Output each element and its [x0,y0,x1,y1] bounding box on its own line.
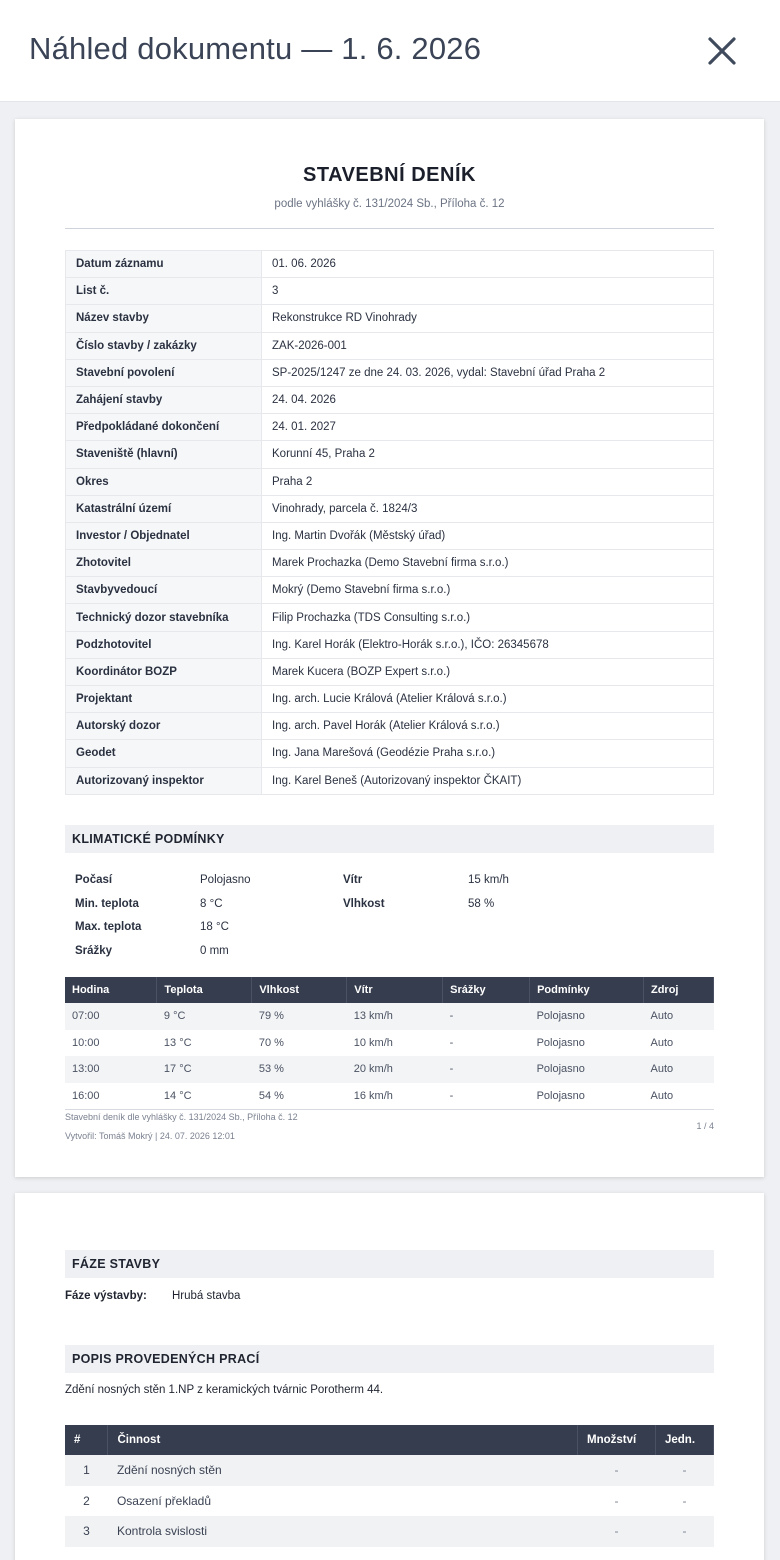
table-cell: Auto [643,1056,713,1083]
table-cell: 3 [65,1516,108,1547]
footer-legal: Stavební deník dle vyhlášky č. 131/2024 Sb., Příloha č. 12 [65,1112,298,1122]
climate-value: Polojasno [200,874,251,886]
climate-summary [65,874,714,969]
table-cell: Auto [643,1083,713,1110]
info-value: Ing. Martin Dvořák (Městský úřad) [262,522,714,549]
info-row [66,468,714,495]
table-cell: - [578,1455,656,1486]
info-row [66,577,714,604]
phase-value: Hrubá stavba [172,1290,241,1302]
info-label: Stavbyvedoucí [66,577,262,604]
info-value: 24. 01. 2027 [262,414,714,441]
info-value: Rekonstrukce RD Vinohrady [262,305,714,332]
column-header: Hodina [65,977,157,1003]
info-value: Korunní 45, Praha 2 [262,441,714,468]
info-label: List č. [66,278,262,305]
table-cell: 70 % [258,1036,284,1049]
table-cell: Polojasno [530,1003,644,1030]
info-row [66,686,714,713]
column-header: Množství [578,1425,656,1455]
info-value: Marek Kucera (BOZP Expert s.r.o.) [262,658,714,685]
info-value: Ing. Karel Beneš (Autorizovaný inspektor ČKAIT) [262,767,714,794]
table-cell: - [443,1003,530,1030]
info-label: Zahájení stavby [66,386,262,413]
document-page-1 [15,119,764,1177]
table-cell: 13 km/h [347,1003,443,1030]
table-cell: - [682,1493,687,1508]
page-number: 1 / 4 [696,1121,714,1131]
table-cell: 17 °C [157,1056,252,1083]
phase-section-heading: FÁZE STAVBY [65,1250,714,1278]
hourly-weather-table [65,977,714,1110]
info-row [66,740,714,767]
table-cell: Kontrola svislosti [108,1516,578,1547]
table-cell: 16:00 [65,1083,157,1110]
info-row [66,251,714,278]
climate-label: Srážky [75,945,113,958]
info-value: Ing. arch. Pavel Horák (Atelier Králová s.r.o.) [262,713,714,740]
info-label: Předpokládané dokončení [66,414,262,441]
table-cell: Auto [650,1036,674,1049]
title-divider [65,228,714,229]
document-subtitle: podle vyhlášky č. 131/2024 Sb., Příloha č. 12 [274,198,505,210]
table-cell: 13:00 [65,1056,157,1083]
climate-label: Počasí [75,874,113,886]
info-value: 24. 04. 2026 [262,386,714,413]
table-cell: Auto [643,1003,713,1030]
info-label: Investor / Objednatel [66,522,262,549]
info-label: Podzhotovitel [66,631,262,658]
info-label: Stavební povolení [66,359,262,386]
climate-value: 18 °C [200,921,229,934]
table-cell: Polojasno [536,1036,585,1049]
info-label: Okres [66,468,262,495]
document-page-2 [15,1193,764,1560]
info-label: Katastrální území [66,495,262,522]
close-icon[interactable] [704,33,740,69]
table-cell: Osazení překladů [116,1493,212,1508]
info-label: Technický dozor stavebníka [66,604,262,631]
climate-summary-row [65,898,714,922]
table-cell: 2 [83,1493,90,1508]
table-cell: - [655,1455,713,1486]
column-header: Teplota [157,977,252,1003]
table-row [65,1486,714,1517]
column-header: Podmínky [530,977,644,1003]
table-cell: 9 °C [157,1003,252,1030]
table-cell: 20 km/h [347,1056,443,1083]
info-row [66,550,714,577]
info-value: Mokrý (Demo Stavební firma s.r.o.) [262,577,714,604]
info-row [66,414,714,441]
info-value: Filip Prochazka (TDS Consulting s.r.o.) [262,604,714,631]
table-row [65,1003,714,1030]
climate-label: Vlhkost [343,897,385,910]
info-value: 3 [262,278,714,305]
info-row [66,522,714,549]
info-table [65,250,714,795]
info-label: Autorizovaný inspektor [66,767,262,794]
info-row [66,332,714,359]
table-cell: 13 °C [163,1036,192,1049]
table-cell: 10:00 [72,1036,100,1049]
preview-title: Náhled dokumentu — 1. 6. 2026 [29,31,482,66]
info-row [66,305,714,332]
table-cell: 79 % [252,1003,347,1030]
info-value: Ing. Jana Marešová (Geodézie Praha s.r.o.) [262,740,714,767]
info-label: Projektant [66,686,262,713]
info-label: Číslo stavby / zakázky [66,332,262,359]
info-row [66,631,714,658]
info-row [66,386,714,413]
info-value: SP-2025/1247 ze dne 24. 03. 2026, vydal: Stavební úřad Praha 2 [262,359,714,386]
column-header: Zdroj [643,977,713,1003]
info-value: Vinohrady, parcela č. 1824/3 [262,495,714,522]
info-row [66,441,714,468]
info-value: Ing. Karel Horák (Elektro-Horák s.r.o.), IČO: 26345678 [262,631,714,658]
footer-author: Vytvořil: Tomáš Mokrý | 24. 07. 2026 12:01 [65,1131,235,1141]
climate-summary-row [65,921,714,945]
table-cell: 54 % [252,1083,347,1110]
phase-label: Fáze výstavby: [65,1290,147,1302]
climate-label: Min. teplota [75,897,139,910]
table-cell: 07:00 [65,1003,157,1030]
phase-row [65,1290,241,1302]
info-label: Zhotovitel [66,550,262,577]
table-cell: 1 [65,1455,108,1486]
table-cell: 10 km/h [353,1036,393,1049]
climate-value: 15 km/h [468,874,509,886]
climate-value: 8 °C [200,897,223,910]
info-label: Koordinátor BOZP [66,658,262,685]
column-header: Činnost [108,1425,578,1455]
table-row [65,1083,714,1110]
climate-section-heading: KLIMATICKÉ PODMÍNKY [65,825,714,853]
table-cell: - [578,1516,656,1547]
works-description: Zdění nosných stěn 1.NP z keramických tvárnic Porotherm 44. [65,1384,384,1396]
table-cell: Polojasno [530,1083,644,1110]
info-label: Staveniště (hlavní) [66,441,262,468]
column-header: Jedn. [655,1425,713,1455]
info-row [66,604,714,631]
info-value: Ing. arch. Lucie Králová (Atelier Králová s.r.o.) [262,686,714,713]
table-cell: 53 % [252,1056,347,1083]
climate-summary-row [65,874,714,898]
info-row [66,767,714,794]
preview-header [0,0,780,102]
info-value: Marek Prochazka (Demo Stavební firma s.r.o.) [262,550,714,577]
works-table [65,1425,714,1547]
table-cell: Zdění nosných stěn [108,1455,578,1486]
table-cell: 16 km/h [347,1083,443,1110]
table-row [65,1056,714,1083]
table-row [65,1455,714,1486]
info-row [66,495,714,522]
climate-value: 58 % [468,897,495,910]
info-value: ZAK-2026-001 [262,332,714,359]
info-label: Geodet [66,740,262,767]
document-title: STAVEBNÍ DENÍK [303,164,476,186]
table-cell: - [443,1056,530,1083]
column-header: Srážky [443,977,530,1003]
table-row [65,1030,714,1057]
table-cell: 14 °C [157,1083,252,1110]
climate-summary-row [65,945,714,969]
table-cell: - [449,1036,454,1049]
table-cell: Polojasno [530,1056,644,1083]
info-label: Datum záznamu [66,251,262,278]
climate-label: Max. teplota [75,921,142,934]
table-cell: - [614,1493,619,1508]
info-value: 01. 06. 2026 [262,251,714,278]
info-row [66,658,714,685]
climate-value: 0 mm [200,945,229,958]
column-header: Vlhkost [252,977,347,1003]
info-label: Název stavby [66,305,262,332]
column-header: # [65,1425,108,1455]
table-row [65,1516,714,1547]
info-row [66,278,714,305]
info-label: Autorský dozor [66,713,262,740]
table-cell: - [655,1516,713,1547]
column-header: Vítr [347,977,443,1003]
climate-label: Vítr [343,874,363,886]
table-cell: - [443,1083,530,1110]
info-value: Praha 2 [262,468,714,495]
works-section-heading: POPIS PROVEDENÝCH PRACÍ [65,1345,714,1373]
info-row [66,713,714,740]
info-row [66,359,714,386]
